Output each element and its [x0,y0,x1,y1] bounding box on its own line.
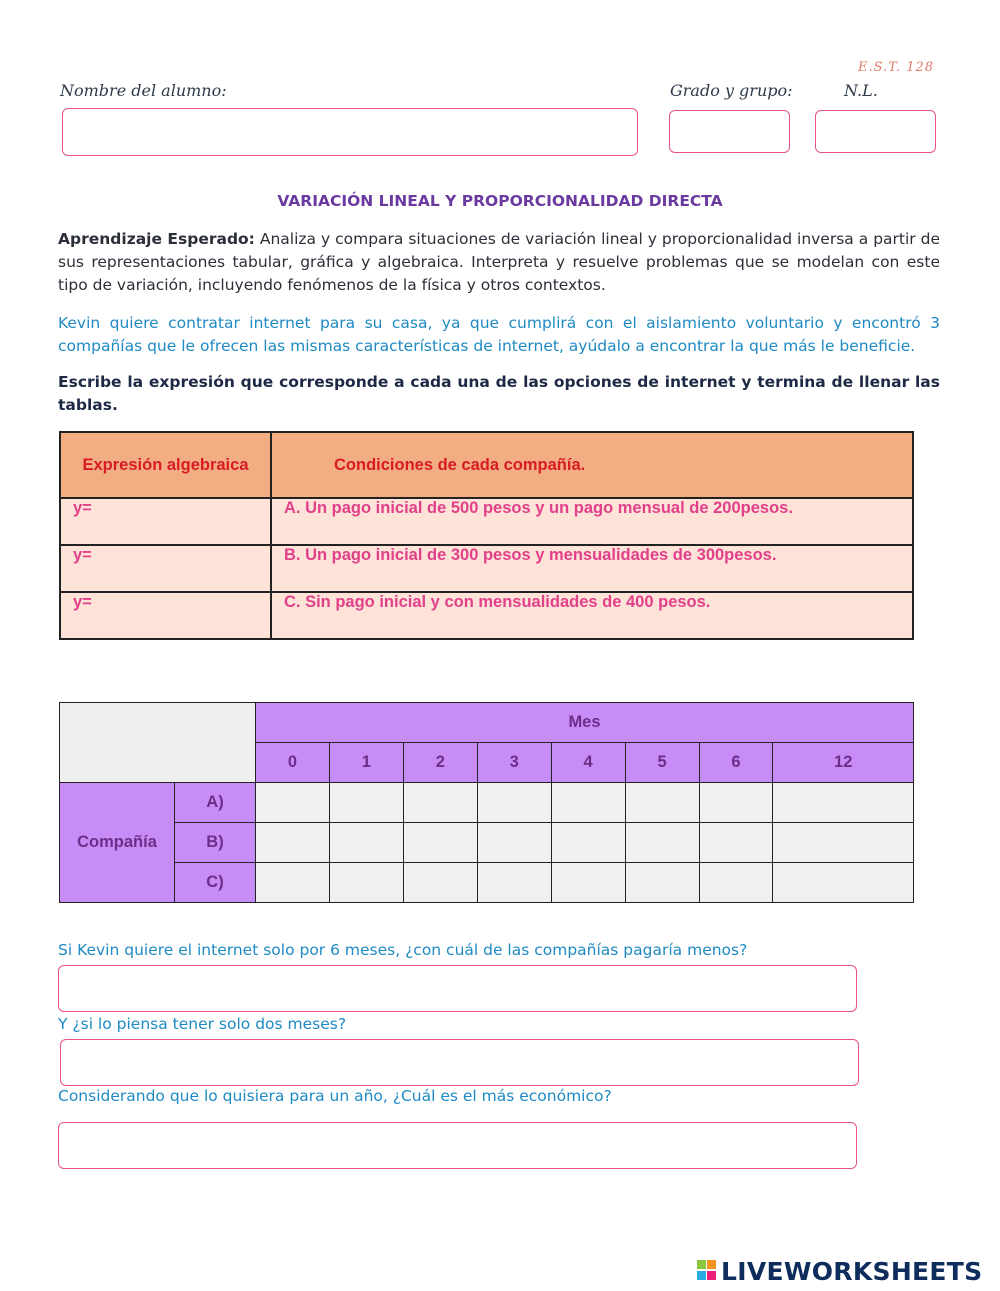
logo-text: LIVEWORKSHEETS [721,1256,983,1286]
conditions-header: Condiciones de cada compañía. [271,432,913,498]
learning-label: Aprendizaje Esperado: [58,230,255,248]
answer-cell[interactable] [773,863,914,903]
corner-cell [60,703,256,783]
answer-cell[interactable] [477,863,551,903]
answer-cell[interactable] [551,823,625,863]
condition-cell: C. Sin pago inicial y con mensualidades de 400 pesos. [271,592,913,639]
logo-mark-icon [697,1260,717,1282]
question-3: Considerando que lo quisiera para un año, ¿Cuál es el más económico? [58,1087,612,1105]
answer-cell[interactable] [699,823,773,863]
table-row [60,498,913,545]
condition-cell: B. Un pago inicial de 300 pesos y mensualidades de 300pesos. [271,545,913,592]
liveworksheets-logo [697,1256,982,1286]
learning-text: Analiza y compara situaciones de variación lineal y proporcionalidad inversa a partir de sus representaciones tabular, gráfica y algebraica. Interpreta y resuelve problemas que se modelan con este tipo de variación, incluyendo fenómenos de la física y otros contextos. [58,230,940,294]
page-title: VARIACIÓN LINEAL Y PROPORCIONALIDAD DIRECTA [277,192,723,210]
answer-cell[interactable] [256,863,330,903]
question-2: Y ¿si lo piensa tener solo dos meses? [58,1015,347,1033]
answer-cell[interactable] [699,863,773,903]
answer-cell[interactable] [403,823,477,863]
month-header: 1 [329,743,403,783]
answer-cell[interactable] [329,863,403,903]
answer-cell[interactable] [625,783,699,823]
problem-text: Kevin quiere contratar internet para su casa, ya que cumplirá con el aislamiento voluntario y encontró 3 compañías que le ofrecen las mismas características de internet, ayúdalo a encontrar la que más le beneficie. [58,314,940,355]
answer-cell[interactable] [551,783,625,823]
grade-group-label: Grado y grupo: [670,81,793,100]
table-row [60,545,913,592]
expression-cell[interactable]: y= [60,545,271,592]
instruction-text: Escribe la expresión que corresponde a cada una de las opciones de internet y termina de llenar las tablas. [58,373,940,414]
answer-cell[interactable] [625,823,699,863]
table-row [60,823,914,863]
answer-cell[interactable] [773,783,914,823]
month-header: 6 [699,743,773,783]
answer-field-1[interactable] [58,965,857,1012]
company-letter: B) [175,823,256,863]
month-header: 5 [625,743,699,783]
company-letter: A) [175,783,256,823]
company-letter: C) [175,863,256,903]
answer-cell[interactable] [699,783,773,823]
expression-header: Expresión algebraica [60,432,271,498]
question-1: Si Kevin quiere el internet solo por 6 meses, ¿con cuál de las compañías pagaría menos? [58,941,748,959]
month-header: 0 [256,743,330,783]
answer-cell[interactable] [403,863,477,903]
school-code: E.S.T. 128 [858,60,935,75]
grade-group-field[interactable] [669,110,790,153]
answer-cell[interactable] [625,863,699,903]
answer-field-2[interactable] [60,1039,859,1086]
answer-cell[interactable] [256,823,330,863]
monthly-cost-table [59,702,914,903]
learning-objective [58,228,940,297]
nl-label: N.L. [844,81,878,100]
student-name-field[interactable] [62,108,638,156]
month-header: 3 [477,743,551,783]
condition-cell: A. Un pago inicial de 500 pesos y un pago mensual de 200pesos. [271,498,913,545]
mes-header-row [60,703,914,743]
answer-cell[interactable] [477,783,551,823]
company-label: Compañía [60,783,175,903]
month-header: 12 [773,743,914,783]
table-row [60,783,914,823]
answer-cell[interactable] [329,783,403,823]
conditions-header-row [60,432,913,498]
month-header: 4 [551,743,625,783]
nl-field[interactable] [815,110,936,153]
student-name-label: Nombre del alumno: [60,81,227,100]
mes-header: Mes [256,703,914,743]
table-row [60,863,914,903]
answer-cell[interactable] [773,823,914,863]
table-row [60,592,913,639]
answer-cell[interactable] [329,823,403,863]
answer-cell[interactable] [551,863,625,903]
answer-field-3[interactable] [58,1122,857,1169]
answer-cell[interactable] [256,783,330,823]
month-header: 2 [403,743,477,783]
answer-cell[interactable] [477,823,551,863]
answer-cell[interactable] [403,783,477,823]
expression-cell[interactable]: y= [60,498,271,545]
expression-cell[interactable]: y= [60,592,271,639]
conditions-table [59,431,914,640]
